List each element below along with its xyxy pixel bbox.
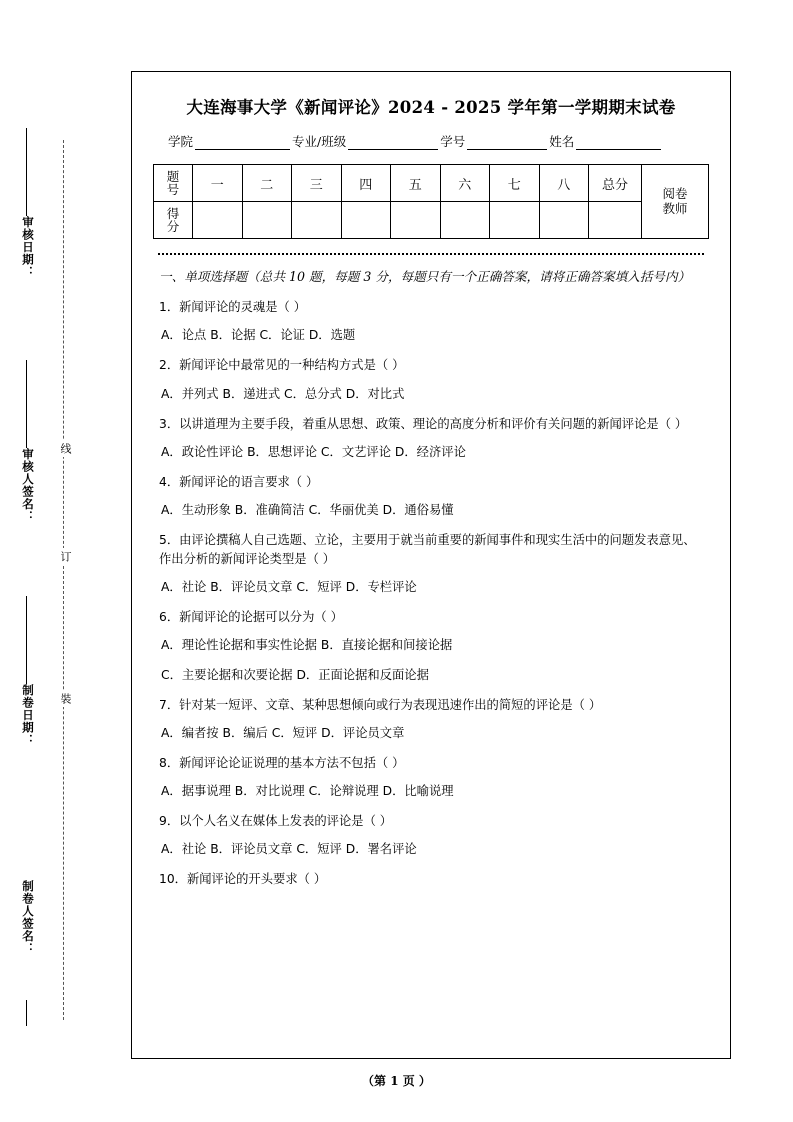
question-stem-8: 8．新闻评论论证说理的基本方法不包括（ ） <box>159 756 405 771</box>
name-label: 姓名 <box>549 134 575 149</box>
question-stem-3: 3．以讲道理为主要手段，着重从思想、政策、理论的高度分析和评价有关问题的新闻评论是（ ） <box>159 416 688 431</box>
margin-divider-4 <box>26 1000 27 1026</box>
score-col-total: 总分 <box>589 165 642 202</box>
college-label: 学院 <box>168 134 194 149</box>
question-stem-6: 6．新闻评论的论据可以分为（ ） <box>159 609 343 624</box>
margin-maker-signature: 制卷人签名： <box>21 880 35 955</box>
seal-dashed-line <box>63 140 65 1020</box>
score-cell-6[interactable] <box>440 202 490 239</box>
margin-auditor-signature: 审核人签名： <box>21 448 35 523</box>
major-class-input[interactable] <box>348 136 438 150</box>
question-stem-10: 10．新闻评论的开头要求（ ） <box>159 872 327 887</box>
major-class-label: 专业/班级 <box>292 134 347 149</box>
question-stem-2: 2．新闻评论中最常见的一种结构方式是（ ） <box>159 358 405 373</box>
question-options-6b: C．主要论据和次要论据 D．正面论据和反面论据 <box>161 668 429 682</box>
student-id-input[interactable] <box>467 136 547 150</box>
seal-label-seal: 裝 <box>57 690 73 707</box>
score-cell-4[interactable] <box>341 202 391 239</box>
score-col-teacher <box>642 165 709 239</box>
score-cell-3[interactable] <box>292 202 342 239</box>
question-options-3: A．政论性评论 B．思想评论 C．文艺评论 D．经济评论 <box>161 444 466 459</box>
score-col-2: 二 <box>242 165 292 202</box>
score-col-8: 八 <box>539 165 589 202</box>
row-label-score-l1: 得 <box>166 205 180 221</box>
score-col-4: 四 <box>341 165 391 202</box>
score-table-header-row <box>154 165 709 202</box>
question-options-2: A．并列式 B．递进式 C．总分式 D．对比式 <box>161 386 405 401</box>
score-table <box>153 164 709 239</box>
score-table-row-label-score <box>154 202 193 239</box>
score-table-value-row <box>154 202 709 239</box>
question-stem-7: 7．针对某一短评、文章、某种思想倾向或行为表现迅速作出的简短的评论是（ ） <box>159 698 602 713</box>
question-options-6a: A．理论性论据和事实性论据 B．直接论据和间接论据 <box>161 637 453 652</box>
seal-label-bind: 订 <box>57 548 73 565</box>
teacher-label-l1: 阅卷 <box>662 186 688 202</box>
row-label-number-l1: 题 <box>166 168 180 184</box>
question-stem-4: 4．新闻评论的语言要求（ ） <box>159 474 319 489</box>
section-heading: 一、单项选择题（总共 10 题，每题 3 分，每题只有一个正确答案，请将正确答案填入括号内） <box>159 269 691 284</box>
question-options-5: A．社论 B．评论员文章 C．短评 D．专栏评论 <box>161 579 417 594</box>
row-label-number-l2: 号 <box>166 182 180 197</box>
teacher-label-l2: 教师 <box>662 200 688 216</box>
score-col-7: 七 <box>490 165 540 202</box>
score-col-3: 三 <box>292 165 342 202</box>
margin-divider-3 <box>26 596 27 684</box>
page-footer: （第 1 页 ） <box>362 1074 431 1088</box>
margin-audit-date: 审核日期： <box>21 216 35 279</box>
student-id-label: 学号 <box>440 134 466 149</box>
score-col-1: 一 <box>193 165 243 202</box>
question-stem-9: 9．以个人名义在媒体上发表的评论是（ ） <box>159 814 393 829</box>
question-options-8: A．据事说理 B．对比说理 C．论辩说理 D．比喻说理 <box>161 784 454 799</box>
question-stem-5: 5．由评论撰稿人自己选题、立论，主要用于就当前重要的新闻事件和现实生活中的问题发表意见、作出分析的新闻评论类型是（ ） <box>159 532 696 566</box>
dotted-separator <box>158 253 704 255</box>
question-options-9: A．社论 B．评论员文章 C．短评 D．署名评论 <box>161 842 417 857</box>
seal-label-line: 线 <box>57 440 73 457</box>
exam-paper-box <box>131 71 731 1059</box>
score-col-5: 五 <box>391 165 441 202</box>
score-cell-5[interactable] <box>391 202 441 239</box>
score-cell-1[interactable] <box>193 202 243 239</box>
score-col-6: 六 <box>440 165 490 202</box>
question-body <box>146 267 716 889</box>
name-input[interactable] <box>576 136 661 150</box>
score-cell-7[interactable] <box>490 202 540 239</box>
score-cell-8[interactable] <box>539 202 589 239</box>
identity-row <box>146 132 716 150</box>
question-options-4: A．生动形象 B．准确简洁 C．华丽优美 D．通俗易懂 <box>161 502 454 517</box>
row-label-score-l2: 分 <box>166 219 180 234</box>
margin-divider-2 <box>26 360 27 448</box>
page-title: 大连海事大学《新闻评论》2024 - 2025 学年第一学期期末试卷 <box>186 98 676 117</box>
score-table-row-label-number <box>154 165 193 202</box>
college-input[interactable] <box>195 136 290 150</box>
question-options-7: A．编者按 B．编后 C．短评 D．评论员文章 <box>161 726 405 741</box>
margin-marking-date: 制卷日期： <box>21 684 35 747</box>
score-cell-2[interactable] <box>242 202 292 239</box>
question-stem-1: 1．新闻评论的灵魂是（ ） <box>159 300 306 315</box>
left-margin-strip <box>0 0 128 1122</box>
margin-divider-1 <box>26 128 27 216</box>
question-options-1: A．论点 B．论据 C．论证 D．选题 <box>161 328 356 343</box>
score-cell-total[interactable] <box>589 202 642 239</box>
